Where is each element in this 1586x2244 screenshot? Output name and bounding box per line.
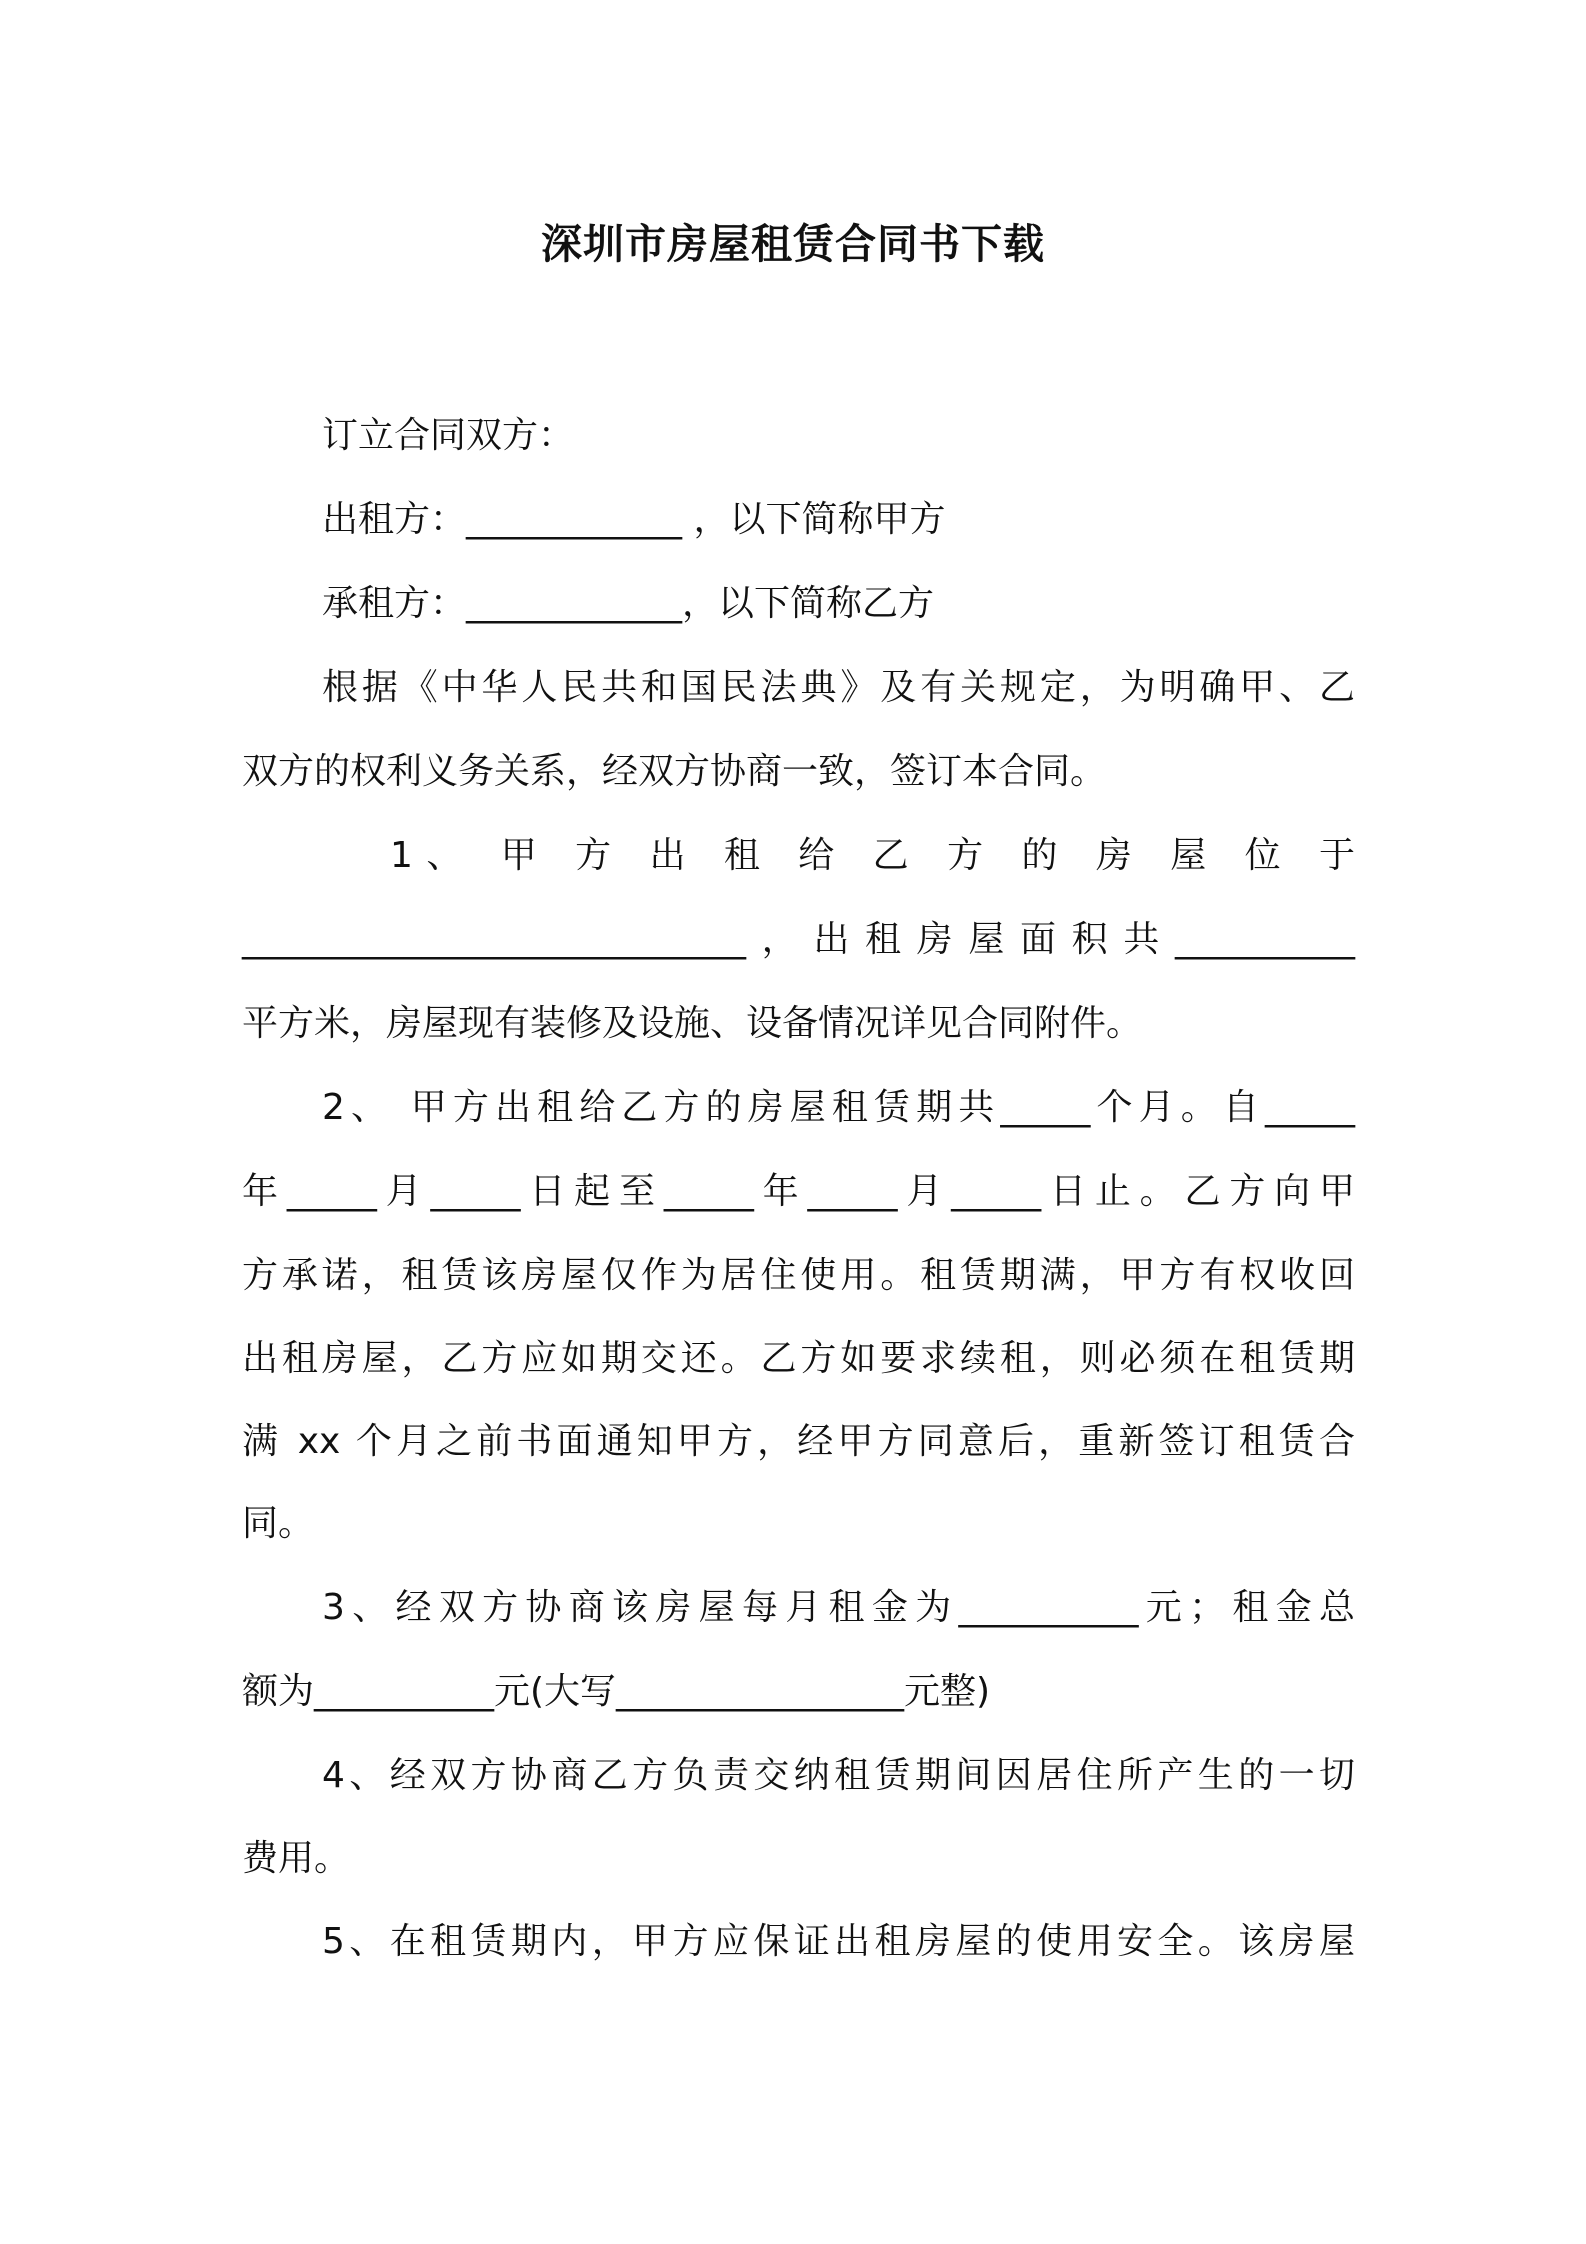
clause-3-line-2: 额为__________元(大写________________元整) bbox=[242, 1671, 991, 1712]
clause-4-line-1: 4、经双方协商乙方负责交纳租赁期间因居住所产生的一切 bbox=[322, 1755, 1355, 1796]
clause-2-line-2: 年_____月_____日起至_____年_____月_____日止。乙方向甲 bbox=[242, 1171, 1355, 1212]
clause-1-line-1: 1、 甲 方 出 租 给 乙 方 的 房 屋 位 于 bbox=[390, 835, 1355, 876]
document-title: 深圳市房屋租赁合同书下载 bbox=[541, 220, 1045, 268]
clause-2-line-4: 出租房屋，乙方应如期交还。乙方如要求续租，则必须在租赁期 bbox=[242, 1338, 1355, 1379]
clause-1-line-2: ____________________________，出租房屋面积共__________ bbox=[242, 919, 1355, 960]
clause-4-line-2: 费用。 bbox=[242, 1838, 351, 1879]
clause-2-line-6: 同。 bbox=[242, 1503, 315, 1544]
clause-5-line-1: 5、在租赁期内，甲方应保证出租房屋的使用安全。该房屋 bbox=[322, 1921, 1355, 1962]
lessor-line: 出租方：____________ ，以下简称甲方 bbox=[322, 499, 946, 540]
parties-heading: 订立合同双方： bbox=[322, 415, 575, 456]
clause-2-line-1: 2、 甲方出租给乙方的房屋租赁期共_____个月。自_____ bbox=[322, 1087, 1355, 1128]
lessee-line: 承租方：____________，以下简称乙方 bbox=[322, 583, 935, 624]
preamble-line-1: 根据《中华人民共和国民法典》及有关规定，为明确甲、乙 bbox=[322, 667, 1355, 708]
clause-2-line-3: 方承诺，租赁该房屋仅作为居住使用。租赁期满，甲方有权收回 bbox=[242, 1255, 1355, 1296]
clause-1-line-3: 平方米，房屋现有装修及设施、设备情况详见合同附件。 bbox=[242, 1003, 1143, 1044]
clause-2-line-5: 满 xx 个月之前书面通知甲方，经甲方同意后，重新签订租赁合 bbox=[242, 1421, 1355, 1462]
clause-3-line-1: 3、经双方协商该房屋每月租金为__________元；租金总 bbox=[322, 1587, 1355, 1628]
preamble-line-2: 双方的权利义务关系，经双方协商一致，签订本合同。 bbox=[242, 751, 1107, 792]
